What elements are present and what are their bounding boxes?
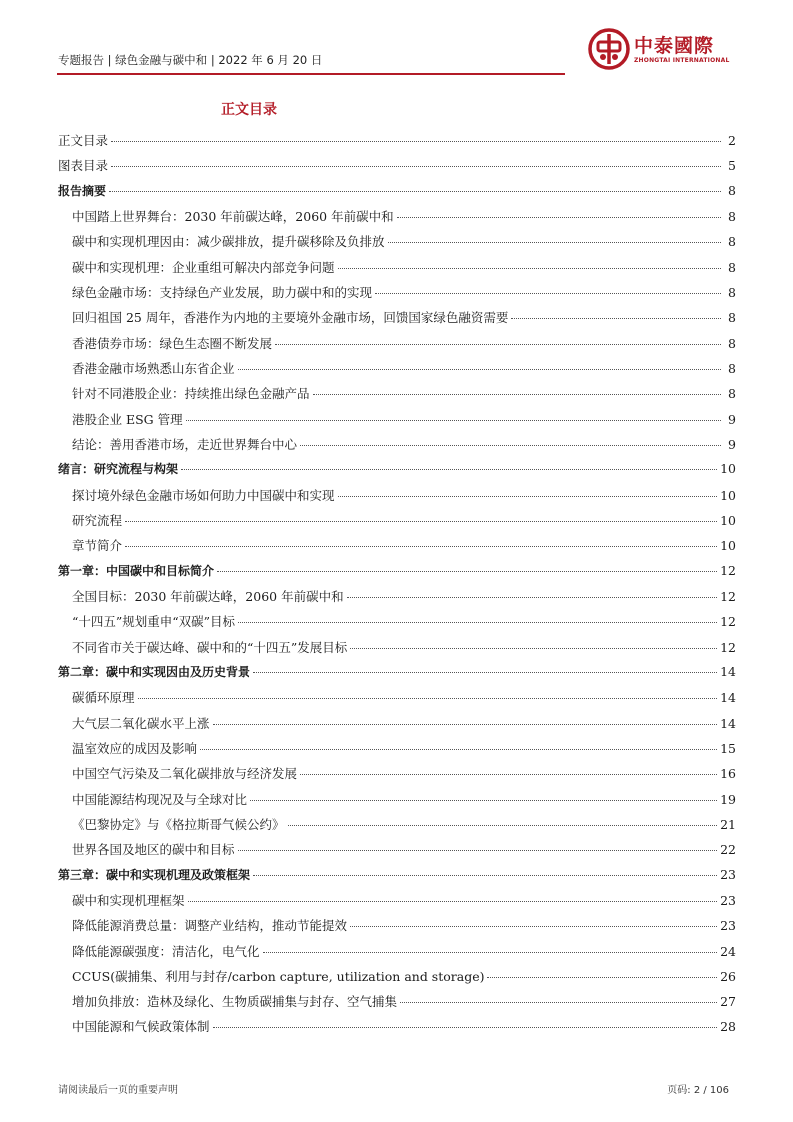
toc-dot-leader [253, 672, 717, 673]
toc-entry-title: 研究流程 [72, 512, 123, 528]
toc-entry[interactable] [58, 410, 736, 435]
logo-english-name: ZHONGTAI INTERNATIONAL [634, 57, 730, 64]
toc-entry-page: 26 [720, 968, 736, 984]
toc-entry-page: 23 [720, 918, 736, 934]
toc-entry-page: 28 [720, 1019, 736, 1035]
toc-entry-title: 中国能源结构现况及与全球对比 [72, 791, 248, 807]
toc-dot-leader [288, 825, 718, 826]
toc-dot-leader [375, 293, 721, 294]
toc-entry[interactable] [58, 612, 736, 637]
zhongtai-logo-icon [588, 28, 630, 70]
toc-entry-title: 第三章：碳中和实现机理及政策框架 [58, 867, 251, 882]
toc-entry[interactable] [58, 131, 736, 156]
toc-entry-page: 14 [720, 690, 736, 706]
toc-entry-title: 图表目录 [58, 158, 109, 174]
toc-entry-title: 降低能源消费总量：调整产业结构，推动节能提效 [72, 918, 348, 934]
toc-dot-leader [238, 622, 717, 623]
toc-entry-page: 2 [728, 133, 736, 148]
toc-entry-title: 香港债券市场：绿色生态圈不断发展 [72, 335, 273, 351]
toc-dot-leader [125, 521, 717, 522]
toc-entry[interactable] [58, 688, 736, 713]
header-divider [57, 73, 565, 75]
toc-entry-page: 9 [728, 436, 736, 452]
toc-entry[interactable] [58, 359, 736, 384]
toc-entry-title: 世界各国及地区的碳中和目标 [72, 842, 235, 858]
table-of-contents [58, 131, 736, 1043]
toc-entry-title: 中国空气污染及二氧化碳排放与经济发展 [72, 766, 298, 782]
toc-entry[interactable] [58, 840, 736, 865]
toc-dot-leader [397, 217, 721, 218]
toc-entry[interactable] [58, 283, 736, 308]
toc-entry[interactable] [58, 764, 736, 789]
toc-entry-page: 14 [720, 715, 736, 731]
toc-entry-page: 8 [728, 284, 736, 300]
toc-dot-leader [338, 268, 721, 269]
toc-entry-title: 香港金融市场熟悉山东省企业 [72, 360, 235, 376]
toc-entry-title: 碳中和实现机理：企业重组可解决内部竞争问题 [72, 259, 335, 275]
toc-entry-title: 正文目录 [58, 133, 109, 148]
toc-entry-page: 10 [720, 487, 736, 503]
toc-dot-leader [213, 1027, 718, 1028]
toc-dot-leader [217, 571, 717, 572]
toc-entry-title: 探讨境外绿色金融市场如何助力中国碳中和实现 [72, 487, 335, 503]
toc-entry[interactable] [58, 182, 736, 207]
toc-dot-leader [250, 800, 717, 801]
toc-entry[interactable] [58, 916, 736, 941]
toc-entry-page: 12 [720, 562, 736, 578]
toc-entry-page: 12 [720, 588, 736, 604]
toc-entry-page: 14 [720, 663, 736, 679]
company-logo [588, 28, 728, 72]
toc-entry[interactable] [58, 486, 736, 511]
toc-dot-leader [111, 166, 721, 167]
toc-entry-title: 不同省市关于碳达峰、碳中和的“十四五”发展目标 [72, 639, 348, 655]
toc-entry-page: 10 [720, 538, 736, 554]
toc-entry-page: 8 [728, 182, 736, 198]
toc-entry-title: 港股企业 ESG 管理 [72, 411, 183, 427]
toc-entry-title: 报告摘要 [58, 183, 107, 198]
toc-entry[interactable] [58, 334, 736, 359]
toc-entry-title: 回归祖国 25 周年，香港作为内地的主要境外金融市场，回馈国家绿色融资需要 [72, 310, 509, 326]
toc-dot-leader [350, 648, 717, 649]
toc-entry-page: 22 [720, 842, 736, 858]
toc-entry[interactable] [58, 258, 736, 283]
toc-entry-page: 21 [720, 816, 736, 832]
toc-dot-leader [388, 242, 721, 243]
toc-entry[interactable] [58, 308, 736, 333]
toc-entry-page: 15 [720, 740, 736, 756]
toc-entry-title: “十四五”规划重申“双碳”目标 [72, 614, 236, 630]
toc-entry-page: 12 [720, 614, 736, 630]
toc-dot-leader [238, 850, 718, 851]
toc-entry[interactable] [58, 992, 736, 1017]
toc-entry-title: 碳循环原理 [72, 690, 135, 706]
toc-entry[interactable] [58, 511, 736, 536]
toc-entry[interactable] [58, 891, 736, 916]
toc-dot-leader [213, 724, 718, 725]
toc-entry-page: 8 [728, 208, 736, 224]
toc-entry[interactable] [58, 638, 736, 663]
footer-notice: 请阅读最后一页的重要声明 [58, 1085, 178, 1096]
toc-dot-leader [109, 191, 721, 192]
toc-dot-leader [338, 496, 718, 497]
toc-entry[interactable] [58, 435, 736, 460]
toc-entry-page: 8 [728, 259, 736, 275]
toc-dot-leader [238, 369, 721, 370]
page-number: 页码: 2 / 106 [667, 1085, 729, 1096]
toc-entry[interactable] [58, 587, 736, 612]
toc-entry[interactable] [58, 714, 736, 739]
toc-entry-page: 10 [720, 512, 736, 528]
toc-entry-page: 8 [728, 234, 736, 250]
toc-entry-title: 碳中和实现机理框架 [72, 892, 185, 908]
toc-entry[interactable] [58, 790, 736, 815]
toc-dot-leader [313, 394, 721, 395]
toc-dot-leader [125, 546, 717, 547]
toc-dot-leader [186, 420, 721, 421]
toc-dot-leader [263, 952, 718, 953]
toc-entry[interactable] [58, 866, 736, 891]
toc-dot-leader [350, 926, 717, 927]
toc-entry-page: 12 [720, 639, 736, 655]
toc-entry[interactable] [58, 942, 736, 967]
toc-dot-leader [188, 901, 718, 902]
toc-entry-page: 8 [728, 386, 736, 402]
toc-entry-page: 8 [728, 360, 736, 376]
toc-entry-page: 16 [720, 766, 736, 782]
toc-entry[interactable] [58, 967, 736, 992]
toc-dot-leader [400, 1002, 717, 1003]
toc-entry[interactable] [58, 536, 736, 561]
toc-entry[interactable] [58, 562, 736, 587]
toc-entry-title: 全国目标：2030 年前碳达峰，2060 年前碳中和 [72, 588, 344, 604]
toc-dot-leader [511, 318, 721, 319]
toc-dot-leader [300, 774, 717, 775]
toc-dot-leader [300, 445, 721, 446]
toc-entry-page: 8 [728, 335, 736, 351]
toc-entry-title: 降低能源碳强度：清洁化，电气化 [72, 943, 260, 959]
toc-entry[interactable] [58, 815, 736, 840]
toc-entry-title: 针对不同港股企业：持续推出绿色金融产品 [72, 386, 310, 402]
toc-entry[interactable] [58, 384, 736, 409]
toc-dot-leader [487, 977, 717, 978]
toc-entry-title: 《巴黎协定》与《格拉斯哥气候公约》 [72, 816, 285, 832]
toc-entry-title: 中国能源和气候政策体制 [72, 1019, 210, 1035]
toc-entry[interactable] [58, 663, 736, 688]
toc-entry-page: 23 [720, 892, 736, 908]
toc-entry-title: 第二章：碳中和实现因由及历史背景 [58, 664, 251, 679]
toc-entry-title: CCUS(碳捕集、利用与封存/carbon capture, utilization and storage) [72, 968, 485, 984]
toc-entry-title: 增加负排放：造林及绿化、生物质碳捕集与封存、空气捕集 [72, 994, 398, 1010]
toc-dot-leader [347, 597, 718, 598]
toc-entry-title: 结论：善用香港市场，走近世界舞台中心 [72, 436, 298, 452]
toc-entry-title: 绿色金融市场：支持绿色产业发展，助力碳中和的实现 [72, 284, 373, 300]
logo-chinese-name: 中泰國際 [634, 35, 715, 57]
toc-title: 正文目录 [221, 102, 277, 118]
toc-entry[interactable] [58, 207, 736, 232]
toc-dot-leader [275, 344, 721, 345]
toc-entry-page: 9 [728, 411, 736, 427]
toc-entry-page: 19 [720, 791, 736, 807]
toc-dot-leader [111, 141, 721, 142]
toc-entry[interactable] [58, 156, 736, 181]
toc-entry[interactable] [58, 232, 736, 257]
toc-entry-page: 10 [720, 461, 736, 477]
report-header: 专题报告 | 绿色金融与碳中和 | 2022 年 6 月 20 日 [58, 53, 323, 67]
toc-entry-title: 绪言：研究流程与构架 [58, 462, 179, 477]
toc-entry[interactable] [58, 739, 736, 764]
toc-entry-title: 章节简介 [72, 538, 123, 554]
toc-dot-leader [253, 875, 717, 876]
toc-dot-leader [138, 698, 718, 699]
toc-entry-page: 23 [720, 866, 736, 882]
toc-entry-title: 第一章：中国碳中和目标简介 [58, 563, 215, 578]
toc-dot-leader [181, 469, 717, 470]
toc-entry[interactable] [58, 1017, 736, 1042]
toc-entry-title: 大气层二氧化碳水平上涨 [72, 715, 210, 731]
toc-entry-page: 8 [728, 310, 736, 326]
toc-entry-page: 27 [720, 994, 736, 1010]
toc-entry-page: 24 [720, 943, 736, 959]
toc-entry-title: 中国踏上世界舞台：2030 年前碳达峰，2060 年前碳中和 [72, 208, 394, 224]
toc-entry-title: 碳中和实现机理因由：减少碳排放，提升碳移除及负排放 [72, 234, 385, 250]
toc-entry-page: 5 [728, 158, 736, 174]
toc-entry-title: 温室效应的成因及影响 [72, 740, 198, 756]
toc-dot-leader [200, 749, 717, 750]
toc-entry[interactable] [58, 460, 736, 485]
